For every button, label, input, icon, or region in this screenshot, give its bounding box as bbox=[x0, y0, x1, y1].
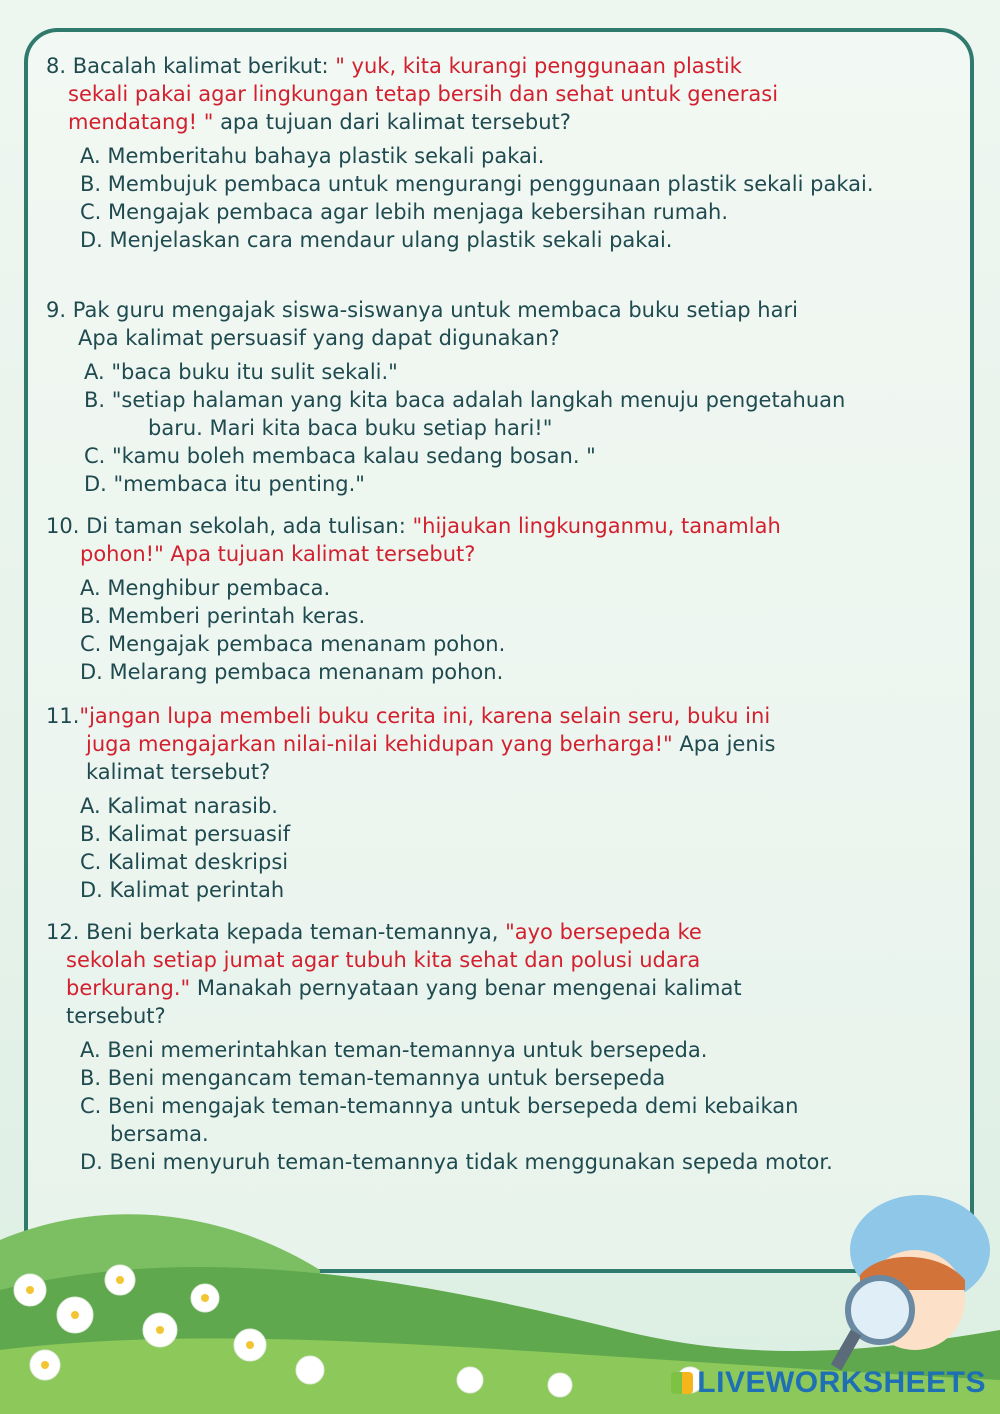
answer-options bbox=[80, 1036, 876, 1176]
option-a[interactable]: A. "baca buku itu sulit sekali." bbox=[84, 360, 398, 384]
option-b[interactable]: B. Memberi perintah keras. bbox=[80, 604, 366, 628]
question-prompt: 12. Beni berkata kepada teman-temannya, "ayo bersepeda ke bbox=[46, 920, 702, 944]
answer-options bbox=[80, 574, 876, 686]
question-number: 9. bbox=[46, 298, 67, 322]
option-c[interactable]: C. "kamu boleh membaca kalau sedang bosan. " bbox=[84, 444, 596, 468]
answer-options bbox=[84, 358, 876, 498]
magnifier-icon bbox=[848, 1278, 912, 1342]
option-d[interactable]: D. Melarang pembaca menanam pohon. bbox=[80, 660, 504, 684]
flower-icon bbox=[548, 1373, 572, 1397]
option-b[interactable]: B. Membujuk pembaca untuk mengurangi penggunaan plastik sekali pakai. bbox=[80, 172, 874, 196]
option-b[interactable]: B. Beni mengancam teman-temannya untuk bersepeda bbox=[80, 1066, 666, 1090]
option-a[interactable]: A. Kalimat narasib. bbox=[80, 794, 278, 818]
quoted-sentence: "hijaukan lingkunganmu, tanamlah bbox=[412, 514, 781, 538]
option-c[interactable]: C. Beni mengajak teman-temannya untuk bersepeda demi kebaikan bersama. bbox=[80, 1094, 799, 1146]
option-c[interactable]: C. Mengajak pembaca menanam pohon. bbox=[80, 632, 506, 656]
question-prompt: 9. Pak guru mengajak siswa-siswanya untuk membaca buku setiap hari bbox=[46, 298, 798, 322]
question-prompt: 10. Di taman sekolah, ada tulisan: "hijaukan lingkunganmu, tanamlah bbox=[46, 514, 781, 538]
option-d[interactable]: D. Kalimat perintah bbox=[80, 878, 285, 902]
question-11: 11."jangan lupa membeli buku cerita ini, karena selain seru, buku ini juga mengajarkan nilai-nilai kehidupan yang berharga!" Apa jenis kalimat tersebut? A. Kalimat narasib. B. Kalimat persuasif C. Kalimat deskripsi D. Kalimat perintah bbox=[46, 702, 876, 904]
question-number: 11. bbox=[46, 704, 80, 728]
option-b[interactable]: B. "setiap halaman yang kita baca adalah langkah menuju pengetahuan baru. Mari kita baca buku setiap hari!" bbox=[84, 388, 846, 440]
flower-icon bbox=[296, 1356, 324, 1384]
liveworksheets-logo: LIVEWORKSHEETS bbox=[671, 1366, 986, 1400]
option-d[interactable]: D. Beni menyuruh teman-temannya tidak menggunakan sepeda motor. bbox=[80, 1150, 833, 1174]
question-prompt: 8. Bacalah kalimat berikut: " yuk, kita kurangi penggunaan plastik bbox=[46, 54, 742, 78]
option-d[interactable]: D. "membaca itu penting." bbox=[84, 472, 365, 496]
option-c[interactable]: C. Mengajak pembaca agar lebih menjaga kebersihan rumah. bbox=[80, 200, 729, 224]
answer-options bbox=[80, 792, 876, 904]
question-number: 8. bbox=[46, 54, 67, 78]
question-prompt bbox=[46, 702, 876, 730]
question-9: 9. Pak guru mengajak siswa-siswanya untuk membaca buku setiap hari Apa kalimat persuasif yang dapat digunakan? A. "baca buku itu sulit sekali." B. "setiap halaman yang kita baca adalah langkah menuju pengetahuan baru. Mari kita baca buku setiap hari!" C. "kamu boleh membaca kalau sedang bosan. " D. "membaca itu penting." bbox=[46, 296, 876, 498]
logo-icon bbox=[671, 1372, 693, 1394]
option-c[interactable]: C. Kalimat deskripsi bbox=[80, 850, 289, 874]
option-a[interactable]: A. Memberitahu bahaya plastik sekali pakai. bbox=[80, 144, 545, 168]
quoted-sentence: " yuk, kita kurangi penggunaan plastik bbox=[335, 54, 742, 78]
flower-icon bbox=[457, 1367, 483, 1393]
question-12: 12. Beni berkata kepada teman-temannya, "ayo bersepeda ke sekolah setiap jumat agar tubuh kita sehat dan polusi udara berkurang." Manakah pernyataan yang benar mengenai kalimat tersebut? A. Beni memerintahkan teman-temannya untuk bersepeda. B. Beni mengancam teman-temannya untuk bersepeda C. Beni mengajak teman-temannya untuk bersepeda demi kebaikan bersama. D. Beni menyuruh teman-temannya tidak menggunakan sepeda motor. bbox=[46, 918, 876, 1176]
question-number: 10. bbox=[46, 514, 80, 538]
option-d[interactable]: D. Menjelaskan cara mendaur ulang plastik sekali pakai. bbox=[80, 228, 673, 252]
quoted-sentence: "jangan lupa membeli buku cerita ini, karena selain seru, buku ini bbox=[79, 704, 771, 728]
question-10: 10. Di taman sekolah, ada tulisan: "hijaukan lingkunganmu, tanamlah pohon!" Apa tujuan kalimat tersebut? A. Menghibur pembaca. B. Memberi perintah keras. C. Mengajak pembaca menanam pohon. D. Melarang pembaca menanam pohon. bbox=[46, 512, 876, 686]
option-b[interactable]: B. Kalimat persuasif bbox=[80, 822, 291, 846]
question-8: 8. Bacalah kalimat berikut: " yuk, kita kurangi penggunaan plastik sekali pakai agar lingkungan tetap bersih dan sehat untuk generasi mendatang! " apa tujuan dari kalimat tersebut? A. Memberitahu bahaya plastik sekali pakai. B. Membujuk pembaca untuk mengurangi penggunaan plastik sekali pakai. C. Mengajak pembaca agar lebih menjaga kebersihan rumah. D. Menjelaskan cara mendaur ulang plastik sekali pakai. bbox=[46, 52, 876, 254]
question-number: 12. bbox=[46, 920, 80, 944]
option-a[interactable]: A. Beni memerintahkan teman-temannya untuk bersepeda. bbox=[80, 1038, 708, 1062]
option-a[interactable]: A. Menghibur pembaca. bbox=[80, 576, 331, 600]
answer-options bbox=[80, 142, 876, 254]
quoted-sentence: "ayo bersepeda ke bbox=[505, 920, 702, 944]
